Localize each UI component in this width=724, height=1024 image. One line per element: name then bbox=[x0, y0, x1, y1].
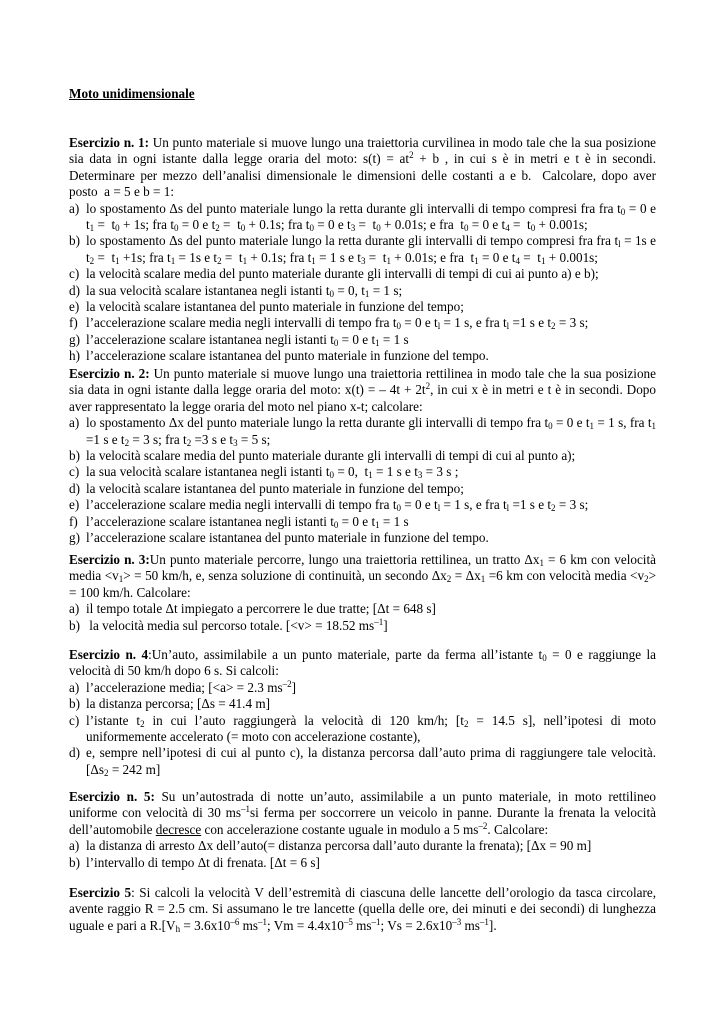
list-item bbox=[69, 680, 656, 696]
exercise-2-intro: Un punto materiale si muove lungo una traiettoria rettilinea in modo tale che la sua posizione sia data in ogni istante dalla legge oraria del moto: x(t) = – $4t + 2t^2$, in cui x è in metri e t è in secondi. Dopo aver rappresentato la legge oraria del moto nel piano x-t; calcolare: bbox=[69, 366, 656, 414]
list-item bbox=[69, 315, 656, 331]
item-letter: a) bbox=[69, 838, 80, 854]
item-letter: a) bbox=[69, 679, 80, 695]
exercise-4-intro: :Un’auto, assimilabile a un punto materiale, parte da ferma all’istante $t_0 = 0$ e raggiunge la velocità di 50 km/h dopo 6 s. Si calcoli: bbox=[69, 647, 656, 679]
item-letter: e) bbox=[69, 299, 80, 315]
list-item bbox=[69, 233, 656, 266]
item-letter: c) bbox=[69, 464, 80, 480]
item-text: il tempo totale Δt impiegato a percorrere le due tratte; [Δt = 648 s] bbox=[86, 601, 436, 617]
item-letter: b) bbox=[69, 696, 80, 712]
list-item bbox=[69, 745, 656, 778]
list-item bbox=[69, 299, 656, 315]
item-letter: e) bbox=[69, 497, 80, 513]
list-item bbox=[69, 266, 656, 282]
list-item bbox=[69, 464, 656, 480]
item-letter: a) bbox=[69, 200, 80, 216]
exercise-1-label: Esercizio n. 1: bbox=[69, 135, 149, 150]
list-item bbox=[69, 601, 656, 617]
item-letter: g) bbox=[69, 530, 80, 546]
list-item bbox=[69, 283, 656, 299]
item-text: la velocità scalare istantanea del punto materiale in funzione del tempo; bbox=[86, 480, 464, 496]
exercise-3-label: Esercizio n. 3: bbox=[69, 552, 150, 567]
list-item bbox=[69, 448, 656, 464]
exercise-3-text bbox=[69, 552, 656, 601]
list-item bbox=[69, 514, 656, 530]
exercise-4 bbox=[69, 647, 656, 778]
item-text: la distanza di arresto Δx dell’auto(= distanza percorsa dall’auto durante la frenata); [Δx = 90 m] bbox=[86, 838, 592, 854]
item-letter: b) bbox=[69, 233, 80, 249]
exercise-5-intro: Su un’autostrada di notte un’auto, assimilabile a un punto materiale, in moto rettilineo uniforme con velocità di 30 $ms^{-1}si$ ferma per soccorrere un veicolo in panne. Durante la frenata la velocità dell’automobile decresce con accelerazione costante uguale in modulo a 5 $ms^{-2}$. Calcolare: bbox=[69, 789, 657, 837]
exercise-2-items bbox=[69, 415, 656, 546]
item-text: la sua velocità scalare istantanea negli istanti $t_0 = 0$, $t_1 = 1$ s; bbox=[86, 282, 403, 299]
list-item bbox=[69, 713, 656, 746]
exercise-2-label: Esercizio n. 2: bbox=[69, 366, 150, 381]
list-item bbox=[69, 530, 656, 546]
exercise-1 bbox=[69, 135, 656, 365]
exercise-1-text bbox=[69, 135, 656, 201]
item-text: la sua velocità scalare istantanea negli istanti $t_0 = 0$, $t_1 = 1$ s e $t_3 = 3$ s ; bbox=[86, 464, 459, 481]
exercise-4-text bbox=[69, 647, 656, 680]
item-text: l’accelerazione media; [<a> = 2.3 $ms^{-2}$] bbox=[86, 678, 296, 695]
exercise-5-items bbox=[69, 838, 656, 871]
item-letter: c) bbox=[69, 712, 80, 728]
item-text: l’accelerazione scalare istantanea negli istanti $t_0 = 0$ e $t_1 = 1$ s bbox=[86, 331, 409, 348]
item-text: la velocità media sul percorso totale. [<v> = 18.52 $ms^{-1}$] bbox=[86, 616, 388, 633]
item-text: l’accelerazione scalare media negli intervalli di tempo fra $t_0 = 0$ e $t_l = 1$ s, e fra $t_l =1$ s e $t_2 = 3$ s; bbox=[86, 497, 589, 514]
item-letter: a) bbox=[69, 601, 80, 617]
list-item bbox=[69, 497, 656, 513]
item-letter: f) bbox=[69, 513, 78, 529]
exercise-5 bbox=[69, 789, 656, 871]
item-letter: d) bbox=[69, 745, 80, 761]
exercise-6-text bbox=[69, 885, 656, 934]
list-item bbox=[69, 618, 656, 634]
exercise-5-text bbox=[69, 789, 656, 838]
list-item bbox=[69, 348, 656, 364]
exercise-1-items bbox=[69, 201, 656, 365]
item-text: lo spostamento Δs del punto materiale lungo la retta durante gli intervalli di tempo compresi fra fra $t_l = 1s$ e $t_2 = t_1 +1s$; fra $t_1 = 1s$ e $t_2 = t_1 + 0.1s$; fra $t_1 = 1$ s e $t_3 = t_1 + 0.01s$; e fra $t_1 = 0$ e $t_4 = t_1 + 0.001s$; bbox=[86, 233, 656, 266]
item-text: la velocità scalare media del punto materiale durante gli intervalli di tempi di cui al punto a); bbox=[86, 448, 576, 464]
item-text: la velocità scalare istantanea del punto materiale in funzione del tempo; bbox=[86, 299, 464, 315]
list-item bbox=[69, 332, 656, 348]
exercise-3-items bbox=[69, 601, 656, 634]
item-letter: g) bbox=[69, 331, 80, 347]
item-text: lo spostamento Δx del punto materiale lungo la retta durante gli intervalli di tempo fra $t_0 = 0$ e $t_1 = 1$ s, fra $t_1 =1$ s e $t_2 = 3$ s; fra $t_2 =3$ s e $t_3 = 5$ s; bbox=[86, 415, 656, 448]
item-letter: b) bbox=[69, 854, 80, 870]
list-item bbox=[69, 838, 656, 854]
list-item bbox=[69, 696, 656, 712]
item-text: l’accelerazione scalare istantanea negli istanti $t_0 = 0$ e $t_1 = 1$ s bbox=[86, 513, 409, 530]
item-text: lo spostamento Δs del punto materiale lungo la retta durante gli intervalli di tempo compresi fra fra $t_0 = 0$ e $t_1 = t_0 + 1s$; fra $t_0 = 0$ e $t_2 = t_0 + 0.1s$; fra $t_0 = 0$ e $t_3 = t_0 + 0.01s$; e fra $t_0 = 0$ e $t_4 = t_0 + 0.001s$; bbox=[86, 200, 656, 234]
item-text: l’accelerazione scalare istantanea del punto materiale in funzione del tempo. bbox=[86, 348, 489, 364]
exercise-4-items bbox=[69, 680, 656, 778]
list-item bbox=[69, 415, 656, 448]
item-letter: h) bbox=[69, 348, 80, 364]
item-text: e, sempre nell’ipotesi di cui al punto c), la distanza percorsa dall’auto prima di raggiungere tale velocità. [$\Delta s_2 = 242$ m] bbox=[86, 745, 656, 778]
exercise-2 bbox=[69, 366, 656, 546]
item-text: l’accelerazione scalare istantanea del punto materiale in funzione del tempo. bbox=[86, 530, 489, 546]
list-item bbox=[69, 201, 656, 234]
item-letter: d) bbox=[69, 282, 80, 298]
exercise-4-label: Esercizio n. 4 bbox=[69, 647, 149, 662]
exercise-6-intro: : Si calcoli la velocità V dell’estremità di ciascuna delle lancette dell’orologio da tasca circolare, avente raggio R = 2.5 cm. Si assumano le tre lancette (quella delle ore, dei minuti e dei secondi) di lunghezza uguale e pari a $R.[V_h = 3.6x10^{-6}$ $ms^{-1}$; $Vm = 4.4x10^{-5}$ $ms^{-1}$; $Vs = 2.6x10^{-3}$ $ms^{-1}$]. bbox=[69, 885, 656, 934]
exercise-5-label: Esercizio n. 5: bbox=[69, 789, 155, 804]
item-text: l’istante $t_2$ in cui l’auto raggiungerà la velocità di 120 km/h; [$t_2 = 14.5$ s], nell’ipotesi di moto uniformemente accelerato (= moto con accelerazione costante), bbox=[86, 712, 656, 745]
item-text: l’intervallo di tempo Δt di frenata. [Δt = 6 s] bbox=[86, 854, 320, 870]
list-item bbox=[69, 481, 656, 497]
item-letter: b) bbox=[69, 448, 80, 464]
exercise-1-intro: Un punto materiale si muove lungo una traiettoria curvilinea in modo tale che la sua posizione sia data in ogni istante dalla legge oraria del moto: $s(t) = at^2 + b$ , in cui s è in metri e t è in secondi. Determinare per mezzo dell’analisi dimensionale le dimensioni delle costanti a e b. Calcolare, dopo aver posto a = 5 e b = 1: bbox=[69, 135, 657, 200]
exercise-2-text bbox=[69, 366, 656, 415]
exercise-6-label: Esercizio 5 bbox=[69, 885, 132, 900]
item-text: la velocità scalare media del punto materiale durante gli intervalli di tempi di cui ai punto a) e b); bbox=[86, 266, 599, 282]
item-letter: f) bbox=[69, 315, 78, 331]
exercise-3-intro: Un punto materiale percorre, lungo una traiettoria rettilinea, un tratto $\Delta x_1 = 6$ km con velocità media $<v_1> = 50$ km/h, e, senza soluzione di continuità, un secondo $\Delta x_2 = \Delta x_1 =6$ km con velocità media $<v_2> = 100$ km/h. Calcolare: bbox=[69, 552, 656, 600]
document-title: Moto unidimensionale bbox=[69, 86, 195, 101]
item-letter: a) bbox=[69, 415, 80, 431]
exercise-3 bbox=[69, 552, 656, 634]
item-letter: c) bbox=[69, 266, 80, 282]
item-letter: b) bbox=[69, 617, 80, 633]
item-letter: d) bbox=[69, 480, 80, 496]
item-text: l’accelerazione scalare media negli intervalli di tempo fra $t_0 = 0$ e $t_l = 1$ s, e fra $t_l =1$ s e $t_2 = 3$ s; bbox=[86, 315, 589, 332]
list-item bbox=[69, 855, 656, 871]
exercise-6 bbox=[69, 885, 656, 934]
item-text: la distanza percorsa; [Δs = 41.4 m] bbox=[86, 696, 271, 712]
